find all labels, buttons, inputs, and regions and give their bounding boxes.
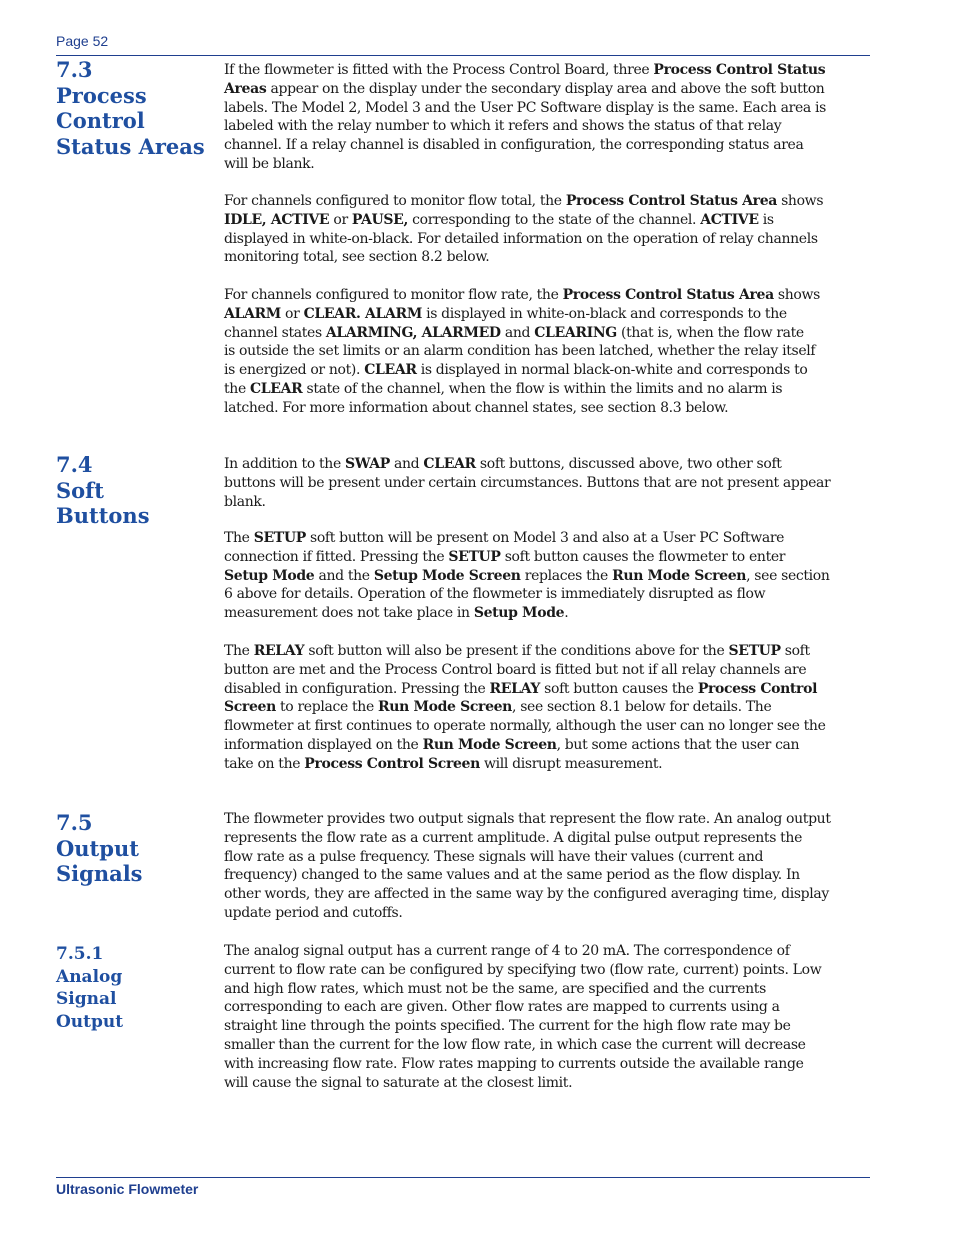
- text-run: is outside the set limits or an alarm condition has been latched, whether the relay itself: [224, 343, 816, 360]
- text-line: [224, 885, 874, 904]
- text-line: [224, 230, 874, 249]
- text-run: For channels configured to monitor flow rate, the: [224, 287, 563, 303]
- bold-term: CLEAR: [364, 362, 417, 379]
- text-run: button are met and the Process Control board is fitted but not if all relay channels are: [224, 661, 807, 678]
- text-run: connection if fitted. Pressing the: [224, 548, 449, 565]
- text-line: [224, 829, 874, 848]
- bold-term: Screen: [224, 699, 276, 716]
- text-run: will cause the signal to saturate at the closest limit.: [224, 1074, 573, 1091]
- text-line: [224, 848, 874, 867]
- text-line: [224, 661, 874, 680]
- text-run: The: [224, 643, 254, 659]
- text-line: [224, 998, 874, 1017]
- text-run: disabled in configuration. Pressing the: [224, 680, 490, 697]
- text-run: For channels configured to monitor flow total, the: [224, 193, 566, 209]
- paragraph: [224, 286, 874, 418]
- text-run: to replace the: [275, 699, 378, 716]
- text-line: [224, 604, 874, 623]
- heading-line: 7.3: [56, 57, 93, 82]
- text-run: , see section 8.1 below for details. The: [512, 699, 772, 716]
- text-run: shows: [773, 287, 820, 303]
- paragraph: [224, 529, 874, 623]
- text-run: soft button will also be present if the conditions above for the: [304, 643, 729, 659]
- text-run: replaces the: [520, 567, 613, 584]
- text-run: 6 above for details. Operation of the flowmeter is immediately disrupted as flow: [224, 586, 766, 603]
- text-line: [224, 810, 874, 829]
- heading-line: Process: [56, 82, 147, 108]
- text-line: [224, 1036, 874, 1055]
- text-line: [224, 80, 874, 99]
- text-run: The analog signal output has a current range of 4 to 20 mA. The correspondence of: [224, 943, 790, 959]
- text-run: , see section: [746, 567, 830, 584]
- text-line: [224, 717, 874, 736]
- text-run: monitoring total, see section 8.2 below.: [224, 249, 490, 266]
- text-run: The: [224, 530, 254, 546]
- text-run: If the flowmeter is fitted with the Process Control Board, three: [224, 62, 654, 78]
- text-run: shows: [777, 193, 824, 209]
- text-line: [224, 211, 874, 230]
- text-run: corresponding to each are given. Other flow rates are mapped to currents using a: [224, 999, 780, 1016]
- text-line: [224, 324, 874, 343]
- bold-term: ALARM: [224, 305, 281, 322]
- text-run: channel. If a relay channel is disabled in configuration, the corresponding status area: [224, 137, 804, 154]
- page-number: Page 52: [56, 33, 109, 49]
- text-run: blank.: [224, 493, 266, 510]
- text-line: [224, 99, 874, 118]
- text-run: soft button will be present on Model 3 and also at a User PC Software: [305, 530, 785, 546]
- heading-line: Output: [56, 835, 139, 861]
- section-heading-7-5: [56, 810, 216, 887]
- text-run: is energized or not).: [224, 362, 365, 379]
- bold-term: Process Control Status Area: [562, 287, 774, 303]
- text-run: current to flow rate can be configured by specifying two (flow rate, current) points. Low: [224, 961, 822, 978]
- text-line: [224, 136, 874, 155]
- bold-term: CLEAR. ALARM: [303, 305, 422, 322]
- text-run: or: [329, 211, 352, 228]
- text-run: soft: [780, 643, 810, 659]
- bold-term: SWAP: [344, 456, 390, 472]
- text-line: [224, 642, 874, 661]
- heading-line: Signal: [56, 989, 117, 1009]
- text-line: [224, 493, 874, 512]
- text-line: [224, 61, 874, 80]
- section-heading-7-5-1: [56, 943, 216, 1033]
- text-run: represents the flow rate as a current amplitude. A digital pulse output represents the: [224, 829, 803, 846]
- text-run: other words, they are affected in the same way by the configured averaging time, display: [224, 886, 829, 903]
- text-run: take on the: [224, 755, 305, 772]
- text-run: flowmeter at first continues to operate normally, although the user can no longer see the: [224, 718, 826, 735]
- bold-term: Run Mode Screen: [612, 567, 747, 584]
- bold-term: CLEAR: [249, 380, 303, 397]
- text-run: will be blank.: [224, 155, 315, 172]
- text-run: the: [224, 380, 250, 397]
- text-line: [224, 342, 874, 361]
- paragraph: [224, 61, 874, 174]
- text-run: and the: [314, 567, 374, 584]
- text-run: soft button causes the: [540, 680, 698, 697]
- text-run: (that is, when the flow rate: [616, 324, 804, 341]
- text-run: .: [564, 605, 569, 622]
- header-rule: [56, 55, 870, 56]
- text-run: update period and cutoffs.: [224, 904, 403, 921]
- text-run: appear on the display under the secondary display area and above the soft button: [266, 80, 825, 97]
- text-run: and: [500, 324, 535, 341]
- text-run: buttons will be present under certain circumstances. Buttons that are not present appear: [224, 474, 831, 491]
- text-line: [224, 980, 874, 999]
- heading-line: Analog: [56, 966, 123, 987]
- text-line: [224, 736, 874, 755]
- paragraph: [224, 642, 874, 774]
- text-line: [224, 155, 874, 174]
- text-line: [224, 548, 874, 567]
- text-run: soft buttons, discussed above, two other soft: [475, 456, 782, 472]
- text-run: displayed in white-on-black. For detailed information on the operation of relay channels: [224, 230, 818, 247]
- text-line: [224, 286, 874, 305]
- bold-term: Process Control: [697, 680, 818, 697]
- text-run: In addition to the: [224, 456, 345, 472]
- bold-term: SETUP: [448, 548, 501, 565]
- bold-term: IDLE, ACTIVE: [224, 211, 330, 228]
- text-line: [224, 961, 874, 980]
- text-line: [224, 942, 874, 961]
- text-run: soft button causes the flowmeter to enter: [500, 548, 786, 565]
- text-line: [224, 680, 874, 699]
- text-run: corresponding to the state of the channel.: [408, 211, 701, 228]
- text-run: labels. The Model 2, Model 3 and the User PC Software display is the same. Each area is: [224, 99, 826, 116]
- text-line: [224, 1017, 874, 1036]
- heading-line: Status Areas: [56, 133, 205, 159]
- bold-term: CLEAR: [423, 456, 476, 472]
- text-run: frequency) changed to the same values and at the same period as the flow display. In: [224, 867, 800, 884]
- footer-rule: [56, 1177, 870, 1178]
- text-line: [224, 585, 874, 604]
- text-line: [224, 455, 874, 474]
- text-run: measurement does not take place in: [224, 605, 474, 622]
- bold-term: SETUP: [728, 643, 781, 659]
- text-line: [224, 117, 874, 136]
- bold-term: Process Control Status Area: [565, 193, 777, 209]
- text-line: [224, 305, 874, 324]
- text-line: [224, 399, 874, 418]
- bold-term: SETUP: [253, 530, 306, 546]
- heading-line: 7.5: [56, 810, 93, 835]
- bold-term: RELAY: [489, 680, 541, 697]
- bold-term: Run Mode Screen: [422, 736, 557, 753]
- bold-term: Setup Mode: [224, 567, 315, 584]
- text-run: with increasing flow rate. Flow rates mapping to currents outside the available range: [224, 1055, 804, 1072]
- text-line: [224, 474, 874, 493]
- text-line: [224, 529, 874, 548]
- text-line: [224, 248, 874, 267]
- bold-term: ALARMING, ALARMED: [325, 324, 501, 341]
- text-run: is: [758, 211, 774, 228]
- text-run: straight line through the points specified. The current for the high flow rate may be: [224, 1018, 791, 1035]
- text-line: [224, 1055, 874, 1074]
- text-run: and: [389, 456, 424, 472]
- section-heading-7-4: [56, 452, 216, 529]
- text-run: or: [280, 305, 304, 322]
- heading-line: 7.4: [56, 452, 93, 477]
- text-run: flow rate as a pulse frequency. These signals will have their values (current and: [224, 848, 764, 865]
- heading-line: Signals: [56, 861, 143, 886]
- text-run: will disrupt measurement.: [479, 755, 663, 772]
- bold-term: ACTIVE: [700, 211, 759, 228]
- paragraph: [224, 810, 874, 923]
- text-line: [224, 361, 874, 380]
- bold-term: RELAY: [253, 643, 305, 659]
- text-run: is displayed in white-on-black and corresponds to the: [421, 305, 787, 322]
- bold-term: Setup Mode: [473, 605, 565, 622]
- bold-term: Process Control Status: [653, 62, 826, 78]
- text-line: [224, 755, 874, 774]
- text-run: smaller than the current for the low flow rate, in which case the current will decrease: [224, 1036, 806, 1053]
- text-line: [224, 1074, 874, 1093]
- text-line: [224, 904, 874, 923]
- bold-term: CLEARING: [534, 324, 617, 341]
- text-run: channel states: [224, 324, 326, 341]
- paragraph: [224, 192, 874, 267]
- text-line: [224, 192, 874, 211]
- text-line: [224, 380, 874, 399]
- text-run: labeled with the relay number to which it refers and shows the status of that relay: [224, 118, 782, 135]
- paragraph: [224, 455, 874, 511]
- text-run: is displayed in normal black-on-white and corresponds to: [416, 362, 808, 379]
- bold-term: Process Control Screen: [304, 755, 480, 772]
- text-line: [224, 567, 874, 586]
- heading-line: Control: [56, 108, 145, 133]
- text-run: state of the channel, when the flow is within the limits and no alarm is: [302, 380, 783, 397]
- paragraph: [224, 942, 874, 1092]
- text-run: The flowmeter provides two output signals that represent the flow rate. An analog output: [224, 811, 831, 827]
- text-run: and high flow rates, which must not be the same, are specified and the currents: [224, 980, 766, 997]
- text-line: [224, 698, 874, 717]
- bold-term: PAUSE,: [351, 211, 409, 228]
- heading-line: 7.5.1: [56, 944, 104, 964]
- heading-line: Buttons: [56, 503, 150, 528]
- bold-term: Run Mode Screen: [377, 699, 513, 716]
- bold-term: Areas: [224, 80, 267, 97]
- footer-title: Ultrasonic Flowmeter: [56, 1181, 199, 1197]
- section-heading-7-3: [56, 57, 216, 159]
- text-run: , but some actions that the user can: [556, 736, 800, 753]
- text-line: [224, 866, 874, 885]
- text-run: latched. For more information about channel states, see section 8.3 below.: [224, 399, 729, 416]
- heading-line: Output: [56, 1011, 124, 1032]
- bold-term: Setup Mode Screen: [373, 567, 521, 584]
- text-run: information displayed on the: [224, 736, 423, 753]
- heading-line: Soft: [56, 477, 104, 503]
